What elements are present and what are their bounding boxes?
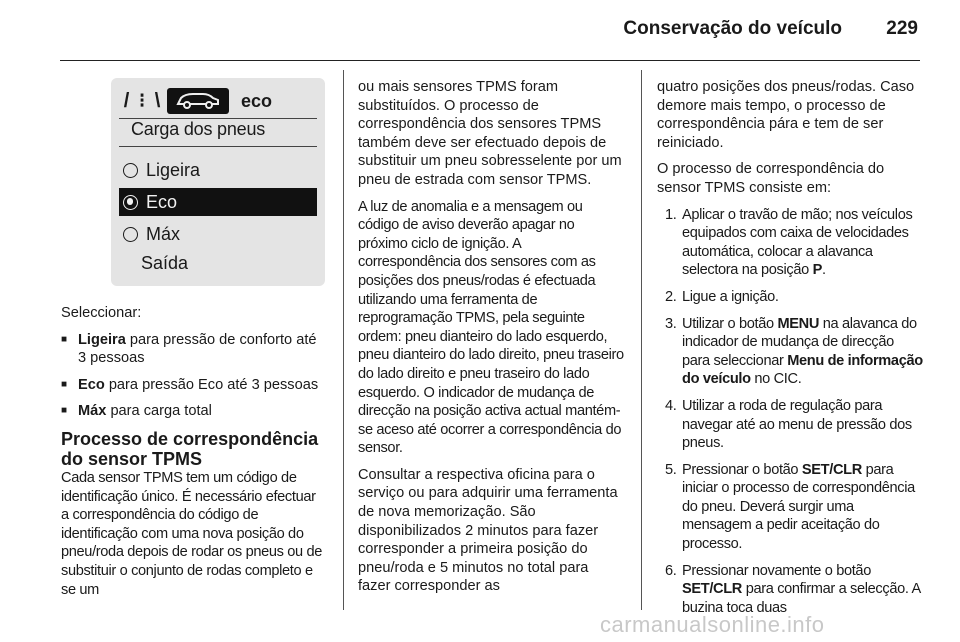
header-divider [60,60,920,61]
section-heading-line: do sensor TPMS [61,448,203,469]
display-option-max [119,220,317,248]
list-item [61,331,327,368]
body-paragraph: Consultar a respectiva oficina para o serviço ou para adquirir uma ferramenta de nova memorização. São disponibilizados 2 minutos para fazer corresponder a primeira posição do pneu/roda e 5 minutos no total para fazer corresponder as [358,466,618,595]
column-divider-2 [641,70,642,610]
step-text: Pressionar novamente o botão [682,562,871,579]
load-options-list [61,331,327,421]
list-item [657,315,923,389]
radio-off-icon [123,163,138,178]
running-header-title: Conservação do veículo [623,18,842,39]
step-number: 2. [665,288,677,305]
list-item [61,402,327,421]
list-item [657,397,923,453]
display-mode-eco: eco [241,90,273,111]
radio-off-icon [123,227,138,242]
step-text: para confirmar a selecção. A buzina toca duas [682,581,921,616]
step-number: 6. [665,562,677,579]
section-heading-line: Processo de correspondência [61,428,319,449]
column-divider-1 [343,70,344,610]
procedure-steps [657,206,923,618]
option-desc: para pressão Eco até 3 pessoas [104,376,319,393]
column-3 [657,78,923,625]
step-bold: MENU [777,315,820,332]
step-number: 5. [665,461,677,478]
list-item [657,461,923,554]
display-option-eco [119,188,317,216]
tire-load-display-illustration [111,78,325,286]
option-desc: para carga total [106,403,212,420]
option-term: Máx [78,403,107,420]
step-bold: SET/CLR [682,581,742,598]
step-text: Utilizar a roda de regulação para navegar até ao menu de pressão dos pneus. [682,397,912,452]
step-text: Aplicar o travão de mão; nos veículos equipados com caixa de velocidades automática, colocar a alavanca selectora na posição [682,206,913,279]
list-item [657,562,923,618]
column-2 [358,78,624,604]
step-number: 4. [665,397,677,414]
body-paragraph: ou mais sensores TPMS foram substituídos. O processo de correspondência dos sensores TPMS também deve ser efectuado depois de substituir um pneu sobresselente por um pneu de estrada com sensor TPMS. [358,79,622,188]
step-text: para iniciar o processo de correspondência do pneu. Deverá surgir uma mensagem a pedir aceitação do processo. [682,461,915,553]
step-number: 1. [665,206,677,223]
list-item [657,288,923,307]
option-term: Ligeira [78,331,126,348]
display-status-bar [119,88,319,114]
body-paragraph: A luz de anomalia e a mensagem ou código de aviso deverão apagar no próximo ciclo de ignição. A correspondência dos sensores com as posições dos pneus/rodas é efectuada utilizando uma ferramenta de reprogramação TPMS, pela seguinte ordem: pneu dianteiro do lado esquerdo, pneu dianteiro do lado direito, pneu traseiro do lado direito e pneu traseiro do lado esquerdo. O indicador de mudança de direcção na posição activa actual mantém-se aceso até ocorrer a correspondência do sensor. [358,198,624,457]
body-paragraph: quatro posições dos pneus/rodas. Caso demore mais tempo, o processo de correspondência pára e tem de ser reiniciado. [657,79,915,151]
step-bold: Menu de informação do veículo [682,352,923,388]
watermark-text: carmanualsonline.info [600,612,825,637]
list-item [657,206,923,280]
list-item [61,376,327,395]
select-intro: Seleccionar: [61,305,142,321]
display-indicator-glyphs: / ⁝ \ [123,89,163,112]
display-exit: Saída [141,253,189,273]
step-text: Utilizar o botão [682,315,778,332]
display-separator [119,146,317,147]
display-option-ligeira [119,156,317,184]
option-term: Eco [78,376,105,393]
step-text: Pressionar o botão [682,461,802,478]
display-option-label: Ligeira [146,159,201,180]
page-number: 229 [886,18,918,39]
section-heading [61,429,327,469]
step-bold: SET/CLR [801,461,862,478]
display-option-label: Eco [146,191,178,212]
body-paragraph: Cada sensor TPMS tem um código de identificação único. É necessário efectuar a correspondência do código de identificação com uma nova posição do pneu/roda depois de rodar os pneus ou de substituir o conjunto de rodas completo e se um [61,469,323,598]
body-paragraph: O processo de correspondência do sensor TPMS consiste em: [657,161,885,196]
step-text: na alavanca do indicador de mudança de direcção para seleccionar [682,315,917,369]
display-option-label: Máx [146,223,181,244]
display-heading: Carga dos pneus [131,119,266,139]
step-text: Ligue a ignição. [682,288,779,305]
step-text: . [821,262,826,279]
step-text: no CIC. [750,371,802,388]
radio-on-icon [123,195,138,210]
column-1 [61,78,327,607]
step-number: 3. [665,315,677,332]
car-icon [167,88,229,114]
option-desc: para pressão de conforto até 3 pessoas [78,331,317,367]
step-bold: P [812,262,822,279]
